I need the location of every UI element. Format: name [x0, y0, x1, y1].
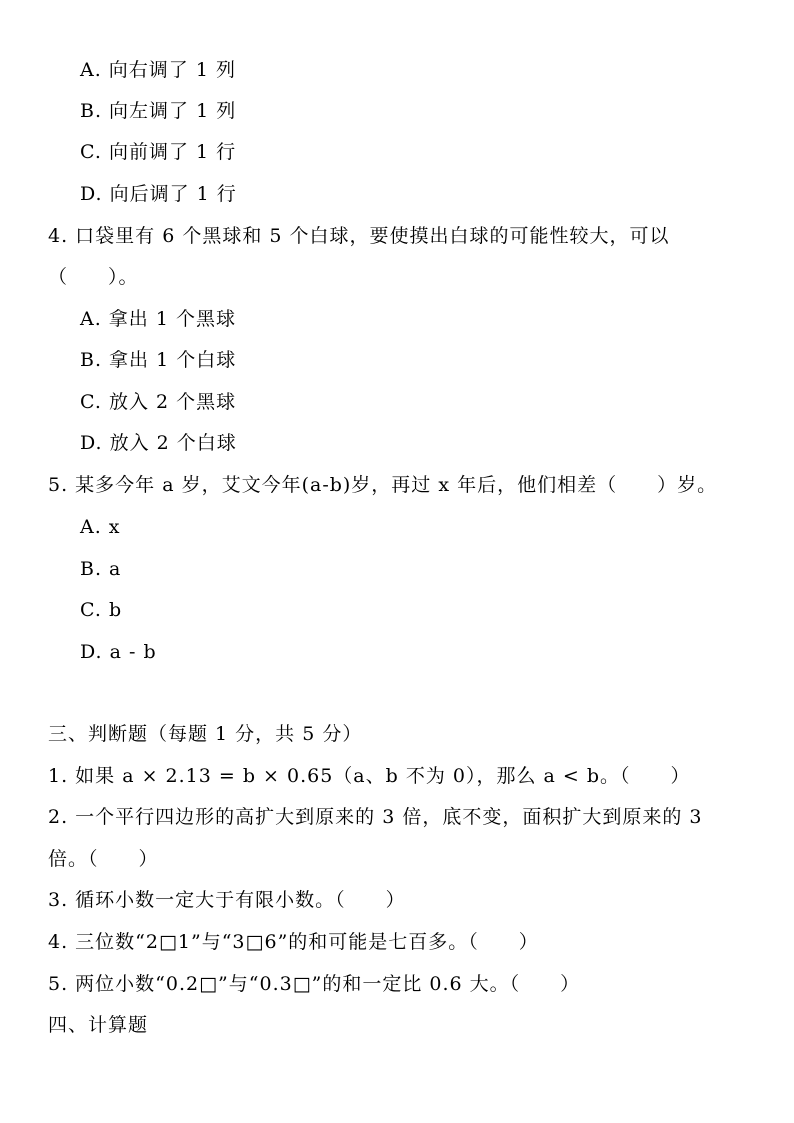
q4-option-a: A. 拿出 1 个黑球: [80, 308, 236, 330]
q3-option-b: B. 向左调了 1 列: [80, 100, 237, 122]
q4-stem-line2: （ ）。: [48, 266, 139, 288]
q5-option-b: B. a: [80, 558, 122, 580]
q3-option-d: D. 向后调了 1 行: [80, 183, 237, 205]
tf-item-1: 1. 如果 a × 2.13 = b × 0.65（a、b 不为 0），那么 a < b。（ ）: [48, 765, 691, 787]
tf-item-4: 4. 三位数“2□1”与“3□6”的和可能是七百多。（ ）: [48, 931, 539, 953]
q3-option-a: A. 向右调了 1 列: [80, 59, 236, 81]
tf-item-2-line1: 2. 一个平行四边形的高扩大到原来的 3 倍，底不变，面积扩大到原来的 3: [48, 806, 703, 828]
q4-option-c: C. 放入 2 个黑球: [80, 391, 237, 413]
q4-option-b: B. 拿出 1 个白球: [80, 349, 237, 371]
q5-option-a: A. x: [80, 516, 121, 538]
tf-item-5: 5. 两位小数“0.2□”与“0.3□”的和一定比 0.6 大。（ ）: [48, 973, 581, 995]
tf-item-3: 3. 循环小数一定大于有限小数。（ ）: [48, 889, 406, 911]
q4-stem-line1: 4. 口袋里有 6 个黑球和 5 个白球，要使摸出白球的可能性较大，可以: [48, 225, 670, 247]
q5-option-c: C. b: [80, 599, 123, 621]
q4-option-d: D. 放入 2 个白球: [80, 432, 237, 454]
tf-item-2-line2: 倍。（ ）: [48, 848, 159, 870]
q5-option-d: D. a - b: [80, 641, 157, 663]
section-4-title: 四、计算题: [48, 1014, 149, 1036]
q3-option-c: C. 向前调了 1 行: [80, 141, 237, 163]
section-3-title: 三、判断题（每题 1 分，共 5 分）: [48, 723, 363, 745]
q5-stem: 5. 某多今年 a 岁，艾文今年(a-b)岁，再过 x 年后，他们相差（ ）岁。: [48, 474, 718, 496]
